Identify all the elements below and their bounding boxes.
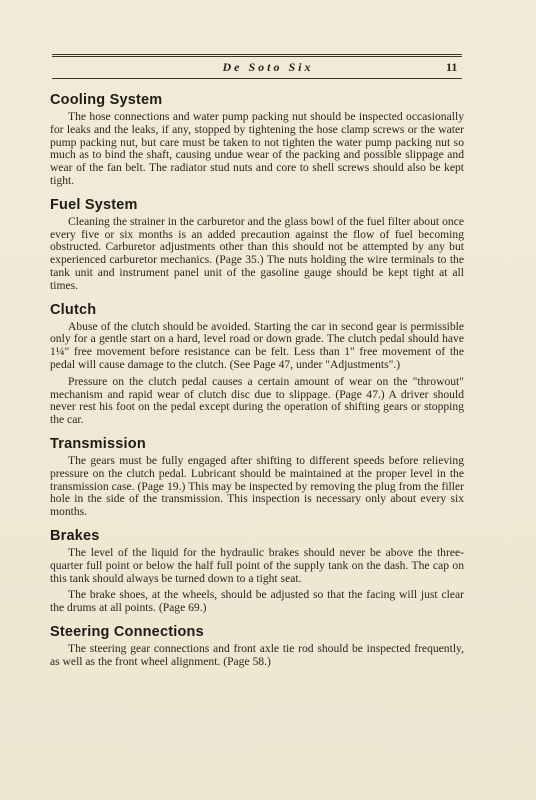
- section-heading: Steering Connections: [50, 623, 204, 640]
- section-paragraph: The level of the liquid for the hydraulic brakes should never be above the three-quarter full point or below the half full point of the supply tank on the dash. The cap on this tank should always be turned down to a tight seat.: [50, 545, 464, 585]
- header-rule-bottom: [52, 78, 462, 79]
- section-paragraph: Abuse of the clutch should be avoided. Starting the car in second gear is permissible only for a gentle start on a hard, level road or down grade. The clutch pedal should have 1¼" free movement before resistance can be felt. Less than 1" free movement of the pedal will cause damage to the clutch. (See Page 47, under "Adjustments".): [50, 319, 464, 371]
- section-cooling-system: [50, 92, 464, 188]
- section-clutch: [50, 302, 464, 427]
- section-transmission: [50, 436, 464, 519]
- section-fuel-system: [50, 197, 464, 293]
- section-heading: Transmission: [50, 435, 146, 452]
- section-paragraph: The steering gear connections and front axle tie rod should be inspected frequently, as well as the front wheel alignment. (Page 58.): [50, 641, 464, 668]
- section-steering-connections: [50, 624, 464, 669]
- header-rule-top: [52, 54, 462, 55]
- header-rule-top-inner: [52, 56, 462, 57]
- section-paragraph: Pressure on the clutch pedal causes a certain amount of wear on the "throwout" mechanism and rapid wear of clutch disc due to slippage. (Page 47.) A driver should never rest his foot on the pedal except during the operation of shifting gears or stopping the car.: [50, 374, 464, 427]
- section-brakes: [50, 528, 464, 615]
- section-heading: Clutch: [50, 301, 97, 318]
- running-title: De Soto Six: [222, 60, 314, 74]
- page-body: [50, 92, 464, 678]
- page-number: 11: [446, 60, 458, 74]
- section-paragraph: Cleaning the strainer in the carburetor and the glass bowl of the fuel filter about once every five or six months is an added precaution against the flow of fuel becoming obstructed. Carburetor adjustments other than this should not be attempted by any but experienced carburetor mechanics. (Page 35.) The nuts holding the wire terminals to the tank unit and instrument panel unit of the gasoline gauge should be kept tight at all times.: [50, 214, 464, 292]
- section-paragraph: The brake shoes, at the wheels, should be adjusted so that the facing will just clear the drums at all points. (Page 69.): [50, 588, 464, 615]
- section-paragraph: The hose connections and water pump packing nut should be inspected occasionally for leaks and the leaks, if any, stopped by tightening the hose clamp screws or the water pump packing nut, but care must be taken to not tighten the water pump packing nut so much as to bind the shaft, causing undue wear of the packing and possible slippage and wear of the fan belt. The radiator stud nuts and core to shell screws should also be kept tight.: [50, 110, 464, 187]
- section-heading: Brakes: [50, 527, 100, 544]
- section-heading: Fuel System: [50, 196, 138, 213]
- section-paragraph: The gears must be fully engaged after shifting to different speeds before relieving pressure on the clutch pedal. Lubricant should be maintained at the proper level in the transmission case. (Page 19.) This may be inspected by removing the plug from the filler hole in the side of the transmission. This inspection is necessary only about every six months.: [50, 453, 464, 519]
- section-heading: Cooling System: [50, 92, 163, 108]
